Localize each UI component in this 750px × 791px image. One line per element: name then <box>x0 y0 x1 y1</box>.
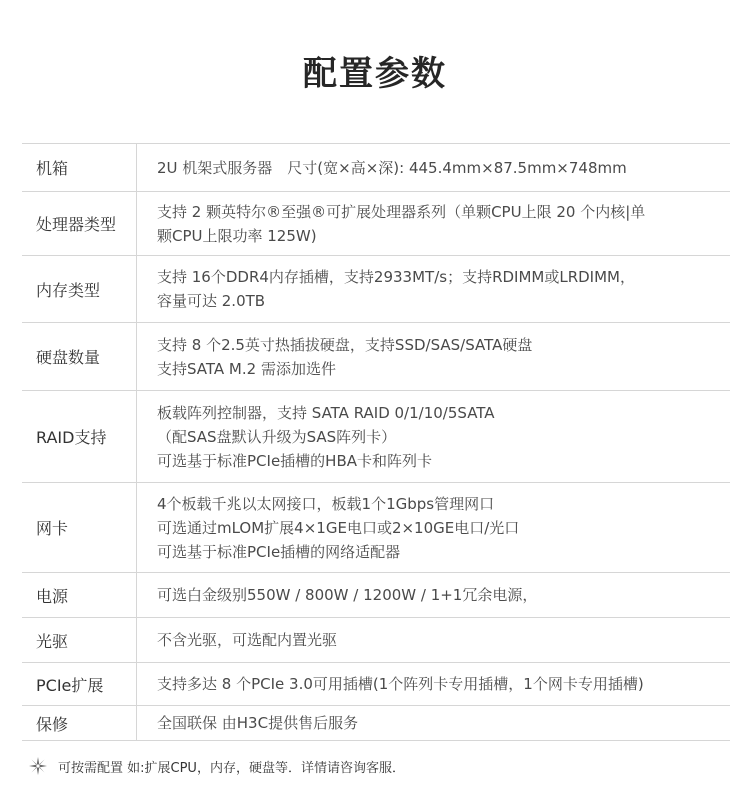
spec-value-line: 支持多达 8 个PCIe 3.0可用插槽(1个阵列卡专用插槽，1个网卡专用插槽) <box>157 675 644 693</box>
spec-table <box>22 143 730 741</box>
spec-value <box>137 192 730 255</box>
footer-note-text: 可按需配置 如:扩展CPU，内存，硬盘等．详情请咨询客服． <box>58 760 405 776</box>
spec-value <box>137 483 730 572</box>
spec-row-warranty <box>22 706 730 741</box>
spec-value-line: 支持 2 颗英特尔®至强®可扩展处理器系列（单颗CPU上限 20 个内核|单 <box>157 202 646 221</box>
spec-value-line: 不含光驱，可选配内置光驱 <box>157 631 338 649</box>
spec-value-line: 颗CPU上限功率 125W) <box>157 226 317 245</box>
spec-value <box>137 256 730 322</box>
spec-label: 保修 <box>22 706 137 740</box>
spec-label: RAID支持 <box>22 391 137 482</box>
spec-value-line: 可选通过mLOM扩展4×1GE电口或2×10GE电口/光口 <box>157 518 520 537</box>
spec-value-line: 支持SATA M.2 需添加选件 <box>157 359 336 378</box>
spec-label: 处理器类型 <box>22 192 137 255</box>
spec-label: 机箱 <box>22 144 137 191</box>
spec-label: 内存类型 <box>22 256 137 322</box>
spec-value-line: 容量可达 2.0TB <box>157 292 266 310</box>
spec-value-line: 4个板载千兆以太网接口，板载1个1Gbps管理网口 <box>157 494 495 513</box>
spec-value-line: 2U 机架式服务器 尺寸(宽×高×深): 445.4mm×87.5mm×748mm <box>157 158 627 177</box>
spec-value <box>137 706 730 740</box>
spec-row-power <box>22 573 730 618</box>
spec-label: 网卡 <box>22 483 137 572</box>
page-title: 配置参数 <box>303 54 447 94</box>
spec-row-nic <box>22 483 730 573</box>
spec-label: 光驱 <box>22 618 137 662</box>
spec-row-disk <box>22 323 730 391</box>
spec-value-line: 全国联保 由H3C提供售后服务 <box>157 714 359 732</box>
spec-row-memory <box>22 256 730 323</box>
spec-row-optical-drive <box>22 618 730 663</box>
spec-value <box>137 144 730 191</box>
spec-row-pcie <box>22 663 730 706</box>
spec-row-chassis <box>22 144 730 192</box>
spec-value <box>137 663 730 705</box>
spec-value-line: 支持 8 个2.5英寸热插拔硬盘，支持SSD/SAS/SATA硬盘 <box>157 335 533 354</box>
spec-value <box>137 323 730 390</box>
spec-value-line: 支持 16个DDR4内存插槽，支持2933MT/s；支持RDIMM或LRDIMM， <box>157 268 635 286</box>
spec-value <box>137 573 730 617</box>
spec-label: 电源 <box>22 573 137 617</box>
footer-note <box>28 756 405 776</box>
spec-value-line: 板载阵列控制器，支持 SATA RAID 0/1/10/5SATA <box>157 403 495 422</box>
spec-value-line: （配SAS盘默认升级为SAS阵列卡） <box>157 427 397 446</box>
spec-value-line: 可选基于标准PCIe插槽的网络适配器 <box>157 542 401 561</box>
sparkle-icon <box>28 756 48 776</box>
spec-label: PCIe扩展 <box>22 663 137 705</box>
spec-value-line: 可选基于标准PCIe插槽的HBA卡和阵列卡 <box>157 451 433 470</box>
spec-value <box>137 618 730 662</box>
spec-row-raid <box>22 391 730 483</box>
spec-row-processor <box>22 192 730 256</box>
spec-label: 硬盘数量 <box>22 323 137 390</box>
spec-value <box>137 391 730 482</box>
spec-value-line: 可选白金级别550W / 800W / 1200W / 1+1冗余电源， <box>157 586 538 604</box>
